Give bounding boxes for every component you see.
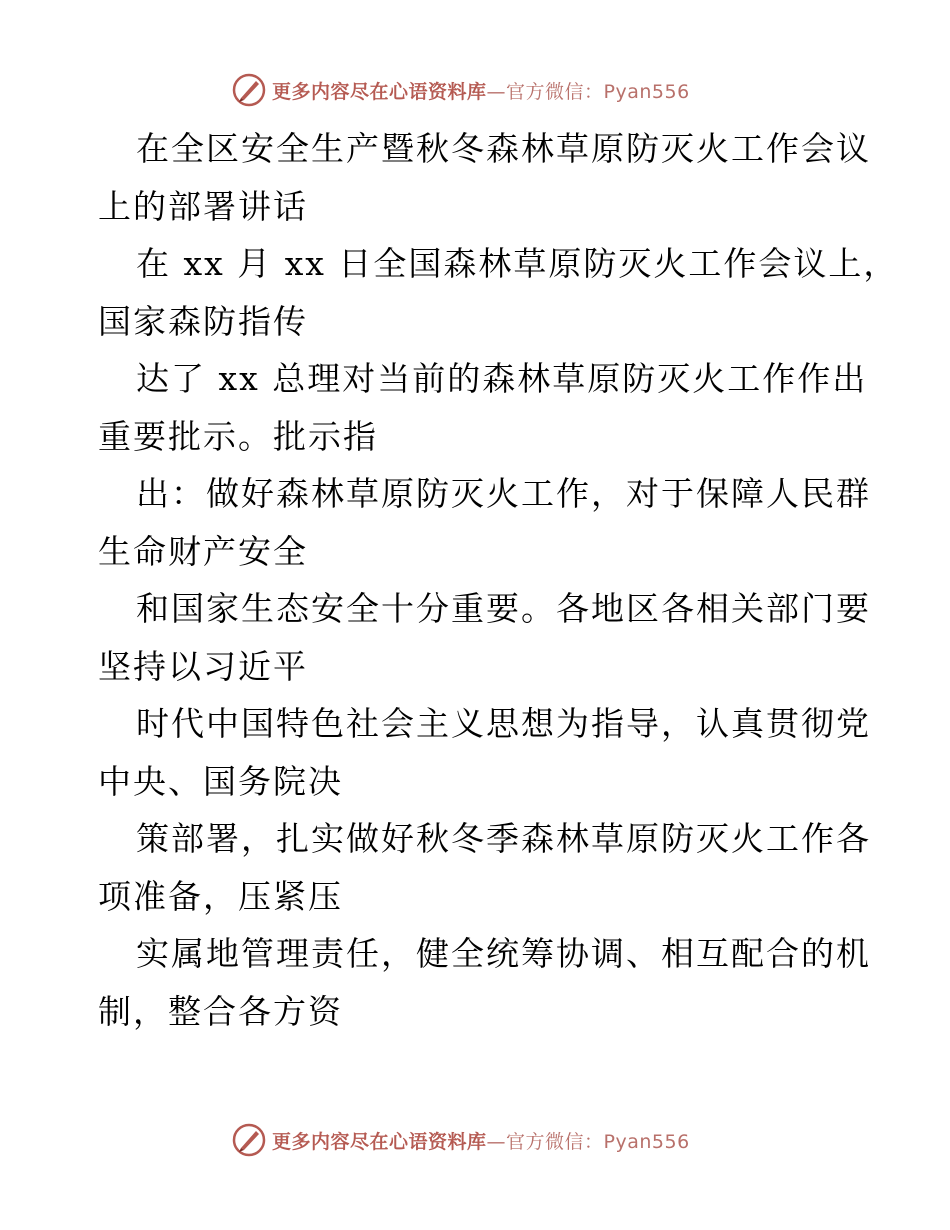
document-body <box>98 120 899 1040</box>
banner-wechat-text: 官方微信：Pyan556 <box>506 1130 690 1153</box>
text-line: 在 xx 月 xx 日全国森林草原防灭火工作会议上， <box>136 244 899 283</box>
text-line: 上的部署讲话 <box>98 186 308 226</box>
text-line: 出：做好森林草原防灭火工作，对于保障人民群 <box>136 474 871 513</box>
text-line: 重要批示。批示指 <box>98 416 378 456</box>
banner-separator: — <box>486 80 507 103</box>
text-line: 国家森防指传 <box>98 301 308 341</box>
text-line: 和国家生态安全十分重要。各地区各相关部门要 <box>136 589 871 628</box>
text-line: 达了 xx 总理对当前的森林草原防灭火工作作出 <box>136 359 868 398</box>
text-line: 实属地管理责任，健全统筹协调、相互配合的机 <box>136 934 871 973</box>
quill-seal-icon <box>232 1123 266 1157</box>
text-line: 制，整合各方资 <box>98 991 343 1031</box>
text-line: 中央、国务院决 <box>98 761 343 801</box>
text-line: 坚持以习近平 <box>98 646 308 686</box>
text-line: 生命财产安全 <box>98 531 308 571</box>
banner-main-text: 更多内容尽在心语资料库 <box>272 1130 487 1153</box>
quill-seal-icon <box>232 73 266 107</box>
text-line: 项准备，压紧压 <box>98 876 343 916</box>
text-line: 时代中国特色社会主义思想为指导，认真贯彻党 <box>136 704 871 743</box>
header-banner <box>232 72 752 108</box>
banner-wechat-text: 官方微信：Pyan556 <box>506 80 690 103</box>
footer-banner <box>232 1122 752 1158</box>
text-line: 在全区安全生产暨秋冬森林草原防灭火工作会议 <box>136 129 871 168</box>
banner-main-text: 更多内容尽在心语资料库 <box>272 80 487 103</box>
text-line: 策部署，扎实做好秋冬季森林草原防灭火工作各 <box>136 819 871 858</box>
banner-separator: — <box>486 1130 507 1153</box>
